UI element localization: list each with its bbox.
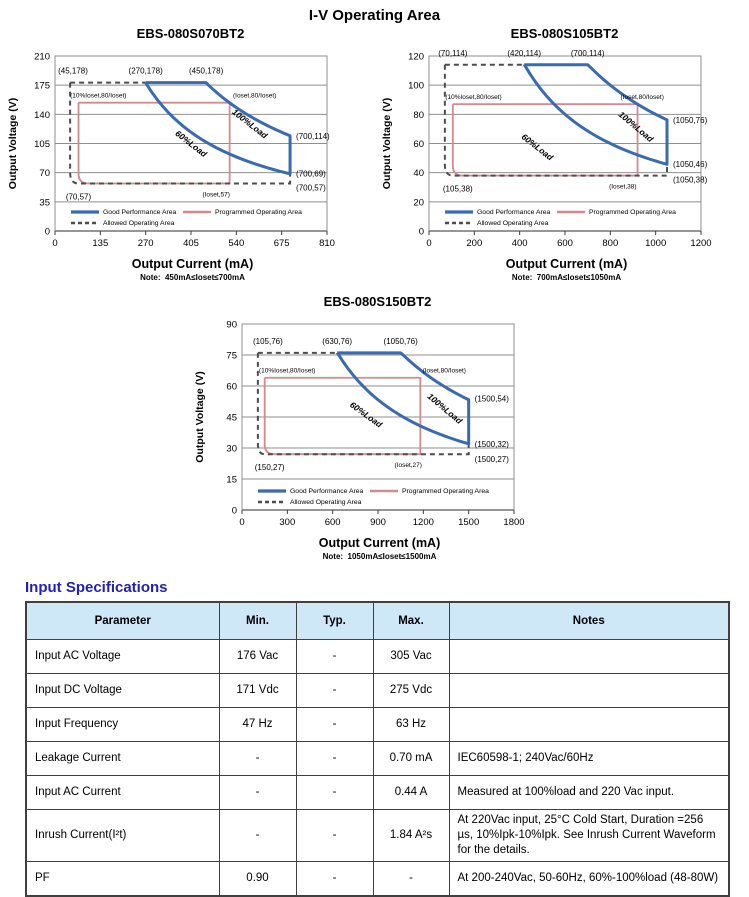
table-row [26,674,729,708]
x-tick-label: 540 [228,238,245,249]
y-tick-label: 35 [39,197,50,209]
cell-min: 176 Vac [219,640,296,674]
x-tick-label: 900 [370,517,386,528]
y-tick-label: 175 [34,80,50,92]
load-curve-label: 100%Load [616,109,656,144]
point-label: (10%Ioset,80/Ioset) [70,92,127,100]
table-row [26,742,729,776]
point-label: (1050,38) [673,175,708,185]
cell-max: 305 Vac [373,640,449,674]
charts-row-top [0,26,749,282]
cell-min: 0.90 [219,861,296,896]
x-tick-label: 800 [602,238,619,249]
cell-parameter: Inrush Current(I²t) [26,810,219,862]
point-label: (700,114) [570,48,605,58]
cell-max: 0.70 mA [373,742,449,776]
x-tick-label: 600 [557,238,573,249]
x-tick-label: 675 [273,238,290,249]
cell-max: 0.44 A [373,776,449,810]
cell-parameter: Input AC Current [26,776,219,810]
cell-max: 275 Vdc [373,674,449,708]
programmed-operating-area [265,378,421,454]
point-label: (270,178) [128,66,163,76]
point-label: (70,57) [65,192,92,202]
point-label: (10%Ioset,80/Ioset) [258,367,316,375]
x-axis-label: Output Current (mA) [131,257,254,271]
y-tick-label: 20 [413,197,424,209]
legend-label-programmed: Programmed Operating Area [215,209,302,216]
cell-notes: Measured at 100%load and 220 Vac input. [449,776,729,810]
x-tick-label: 1000 [645,238,667,249]
x-tick-label: 400 [511,238,528,249]
chart-note: Note: 1050mA≤Ioset≤1500mA [322,552,437,561]
y-tick-label: 100 [408,80,424,92]
x-tick-label: 135 [92,238,109,249]
point-label: (10%Ioset,80/Ioset) [445,94,502,102]
good-performance-area [337,353,468,444]
x-tick-label: 300 [279,517,296,528]
point-label: (Ioset,57) [202,191,230,199]
cell-typ: - [296,742,373,776]
load-curve-label: 60%Load [519,131,556,163]
x-tick-label: 1200 [412,517,434,528]
legend-label-good: Good Performance Area [477,209,551,216]
cell-min: - [219,742,296,776]
legend-label-programmed: Programmed Operating Area [589,209,676,216]
cell-parameter: Input AC Voltage [26,640,219,674]
cell-max: 1.84 A²s [373,810,449,862]
x-tick-label: 1800 [503,517,525,528]
cell-typ: - [296,861,373,896]
y-tick-label: 0 [231,505,237,517]
cell-max: - [373,861,449,896]
point-label: (Ioset,38) [609,183,637,191]
chart-plot-svg [5,42,370,251]
load-curve-label: 60%Load [348,399,385,430]
y-tick-label: 90 [226,319,237,331]
table-row [26,861,729,896]
y-tick-label: 40 [413,168,424,180]
cell-parameter: Leakage Current [26,742,219,776]
cell-parameter: Input DC Voltage [26,674,219,708]
chart-legend [258,488,489,506]
column-header: Max. [373,602,449,640]
chart-plot-svg [379,42,744,251]
y-axis-label: Output Voltage (V) [194,371,206,463]
point-label: (700,114) [296,132,330,141]
y-tick-label: 75 [226,350,237,362]
cell-min: - [219,810,296,862]
chart-legend [445,209,676,227]
cell-min: 47 Hz [219,708,296,742]
point-label: (Ioset,80/Ioset) [620,94,664,102]
legend-label-good: Good Performance Area [103,209,177,216]
table-row [26,708,729,742]
y-tick-label: 60 [226,381,237,393]
point-label: (1050,76) [383,336,418,346]
point-label: (1500,54) [474,394,509,404]
cell-notes [449,674,729,708]
point-label: (Ioset,80/Ioset) [232,92,277,100]
point-label: (450,178) [188,66,224,76]
point-label: (1500,27) [474,455,509,465]
iv-chart-EBS-080S105BT2 [379,26,744,282]
point-label: (105,38) [442,184,473,194]
x-tick-label: 270 [137,238,154,249]
cell-typ: - [296,640,373,674]
point-label: (700,69) [296,169,326,179]
page-title: I-V Operating Area [308,7,441,24]
table-row [26,776,729,810]
point-label: (105,76) [252,336,283,346]
iv-chart-EBS-080S150BT2 [192,294,557,561]
point-label: (1050,46) [673,159,708,169]
column-header: Parameter [26,602,219,640]
cell-notes [449,708,729,742]
y-axis-label: Output Voltage (V) [381,97,393,190]
cell-parameter: PF [26,861,219,896]
chart-title: EBS-080S105BT2 [510,26,619,41]
cell-typ: - [296,776,373,810]
table-body [26,640,729,896]
point-label: (420,114) [507,48,542,58]
cell-typ: - [296,810,373,862]
column-header: Min. [219,602,296,640]
y-tick-label: 0 [44,226,50,238]
x-axis-label: Output Current (mA) [318,536,441,550]
input-specifications-section [25,579,728,897]
section-title: Input Specifications [25,579,168,596]
cell-typ: - [296,674,373,708]
point-label: (70,114) [438,48,468,58]
x-axis-label: Output Current (mA) [505,257,628,271]
y-tick-label: 60 [413,139,424,150]
x-tick-label: 0 [52,238,58,249]
point-label: (Ioset,80/Ioset) [422,367,466,375]
input-specifications-table [25,601,730,897]
x-tick-label: 1500 [458,517,480,528]
y-tick-label: 15 [226,474,237,486]
cell-parameter: Input Frequency [26,708,219,742]
legend-label-programmed: Programmed Operating Area [402,488,489,495]
x-tick-label: 405 [183,238,199,249]
point-label: (1500,32) [474,439,509,449]
load-curve-label: 60%Load [173,128,209,160]
point-label: (1050,76) [673,116,708,126]
chart-title: EBS-080S070BT2 [136,26,245,41]
y-tick-label: 210 [34,51,50,63]
chart-title: EBS-080S150BT2 [323,294,432,309]
cell-notes: IEC60598-1; 240Vac/60Hz [449,742,729,776]
table-header-row [26,602,729,640]
y-tick-label: 45 [226,412,237,424]
point-label: (Ioset,27) [394,462,422,470]
table-row [26,810,729,862]
chart-legend [71,209,302,227]
y-axis-label: Output Voltage (V) [7,97,19,190]
legend-label-good: Good Performance Area [290,488,364,495]
x-tick-label: 1200 [690,238,712,249]
point-label: (630,76) [322,336,353,346]
table-row [26,640,729,674]
cell-notes [449,640,729,674]
legend-label-allowed: Allowed Operating Area [103,220,175,227]
cell-notes: At 200-240Vac, 50-60Hz, 60%-100%load (48-80W) [449,861,729,896]
point-label: (150,27) [254,463,285,473]
y-tick-label: 30 [226,443,237,455]
x-tick-label: 0 [239,517,245,528]
x-tick-label: 810 [319,238,335,249]
table-header [26,602,729,640]
chart-plot-svg [192,310,557,530]
iv-chart-EBS-080S070BT2 [5,26,370,282]
x-tick-label: 0 [426,238,432,249]
legend-label-allowed: Allowed Operating Area [290,499,362,506]
legend-label-allowed: Allowed Operating Area [477,220,549,227]
chart-note: Note: 700mA≤Ioset≤1050mA [511,273,622,282]
x-tick-label: 600 [324,517,341,528]
point-label: (700,57) [296,183,326,193]
programmed-operating-area [453,104,638,175]
charts-row-bottom [0,294,749,561]
cell-typ: - [296,708,373,742]
y-tick-label: 140 [34,109,50,121]
column-header: Typ. [296,602,373,640]
y-tick-label: 120 [408,51,424,63]
cell-min: - [219,776,296,810]
load-curve-label: 100%Load [425,391,465,426]
x-tick-label: 200 [466,238,483,249]
y-tick-label: 80 [413,109,424,121]
y-tick-label: 0 [418,226,424,238]
load-curve-label: 100%Load [230,106,270,141]
cell-min: 171 Vdc [219,674,296,708]
point-label: (45,178) [58,66,88,76]
cell-max: 63 Hz [373,708,449,742]
y-tick-label: 70 [39,168,50,180]
column-header: Notes [449,602,729,640]
cell-notes: At 220Vac input, 25°C Cold Start, Duration =256 µs, 10%Ipk-10%Ipk. See Inrush Current Waveform for the details. [449,810,729,862]
chart-note: Note: 450mA≤Ioset≤700mA [140,273,245,282]
y-tick-label: 105 [34,139,50,150]
